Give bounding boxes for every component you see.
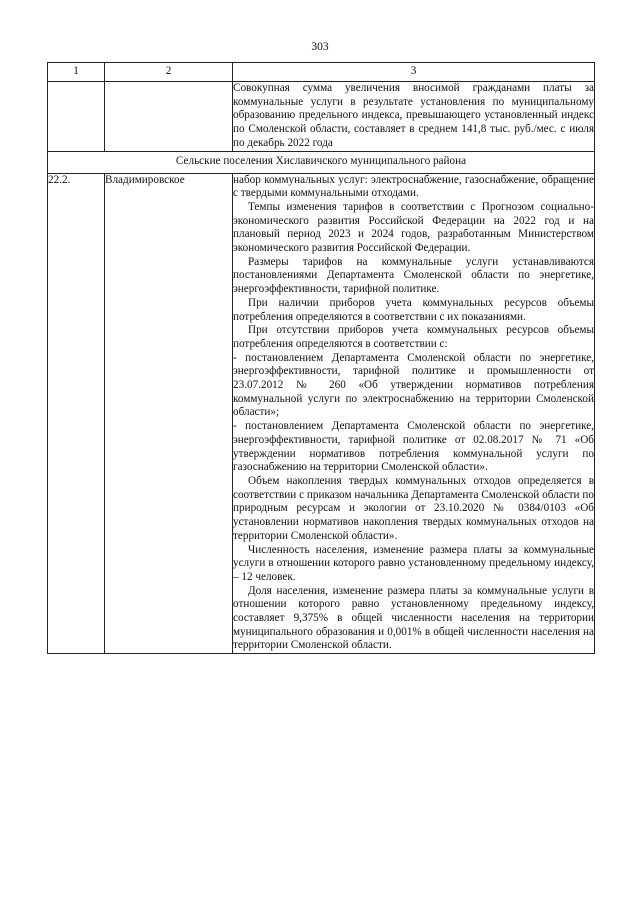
table-row-intro <box>48 82 595 152</box>
page-number: 303 <box>311 41 329 53</box>
paragraph-population-share: Доля населения, изменение размера платы за коммунальные услуги в отношении которого равно установленному предельному индексу, составляет 9,375% в общей численности населения на территории муниципального образования и 0,001% в общей численности населения на территории Смоленской области. <box>233 584 594 652</box>
cell-row-number: 22.2. <box>48 173 105 654</box>
paragraph-tariff-sizes: Размеры тарифов на коммунальные услуги устанавливаются постановлениями Департамента Смоленской области по энергетике, энергоэффективности, тарифной политике. <box>233 255 594 296</box>
paragraph-population: Численность населения, изменение размера платы за коммунальные услуги в отношении которого равно установленному предельному индексу, – 12 человек. <box>233 543 594 583</box>
header-col-2: 2 <box>105 63 233 82</box>
table-header-row <box>48 63 595 82</box>
paragraph-meters-absent: При отсутствии приборов учета коммунальных ресурсов объемы потребления определяются в соответствии с: <box>233 324 594 350</box>
paragraph-waste-norms: Объем накопления твердых коммунальных отходов определяется в соответствии с приказом начальника Департамента Смоленской области по природным ресурсам и экологии от 23.10.2020 № 0384/0103 «Об установлении нормативов накопления твердых коммунальных отходов на территории Смоленской области». <box>233 474 594 542</box>
cell-main-text <box>233 173 595 654</box>
document-table <box>47 62 595 654</box>
header-col-3: 3 <box>233 63 595 82</box>
paragraph-electricity-norms: - постановлением Департамента Смоленской области по энергетике, энергоэффективности, тарифной политике и промышленности от 23.07.2012 № 260 «Об утверждении нормативов потребления коммунальной услуги по электроснабжению на территории Смоленской области»; <box>233 351 594 419</box>
section-title: Сельские поселения Хиславичского муниципального района <box>48 151 595 173</box>
paragraph-services: набор коммунальных услуг: электроснабжение, газоснабжение, обращение с твердыми коммунальными отходами. <box>233 173 594 200</box>
cell-intro-name <box>105 82 233 152</box>
header-col-1: 1 <box>48 63 105 82</box>
section-row <box>48 151 595 173</box>
paragraph-gas-norms: - постановлением Департамента Смоленской области по энергетике, энергоэффективности, тарифной политике от 02.08.2017 № 71 «Об утверждении нормативов потребления коммунальной услуги по газоснабжению на территории Смоленской области». <box>233 420 594 474</box>
paragraph-meters-present: При наличии приборов учета коммунальных ресурсов объемы потребления определяются в соответствии с их показаниями. <box>233 296 594 323</box>
table-row-main <box>48 173 595 654</box>
cell-settlement-name: Владимировское <box>105 173 233 654</box>
cell-intro-number <box>48 82 105 152</box>
cell-intro-text <box>233 82 595 152</box>
intro-paragraph: Совокупная сумма увеличения вносимой гражданами платы за коммунальные услуги в результате установления по муниципальному образованию предельного индекса, превышающего установленный индекс по Смоленской области, составляет в среднем 141,8 тыс. руб./мес. с июля по декабрь 2022 года <box>233 82 594 149</box>
paragraph-tariff-rates: Темпы изменения тарифов в соответствии с Прогнозом социально-экономического развития Российской Федерации на 2022 год и на плановый период 2023 и 2024 годов, разработанным Министерством экономического развития Российской Федерации. <box>233 200 594 255</box>
